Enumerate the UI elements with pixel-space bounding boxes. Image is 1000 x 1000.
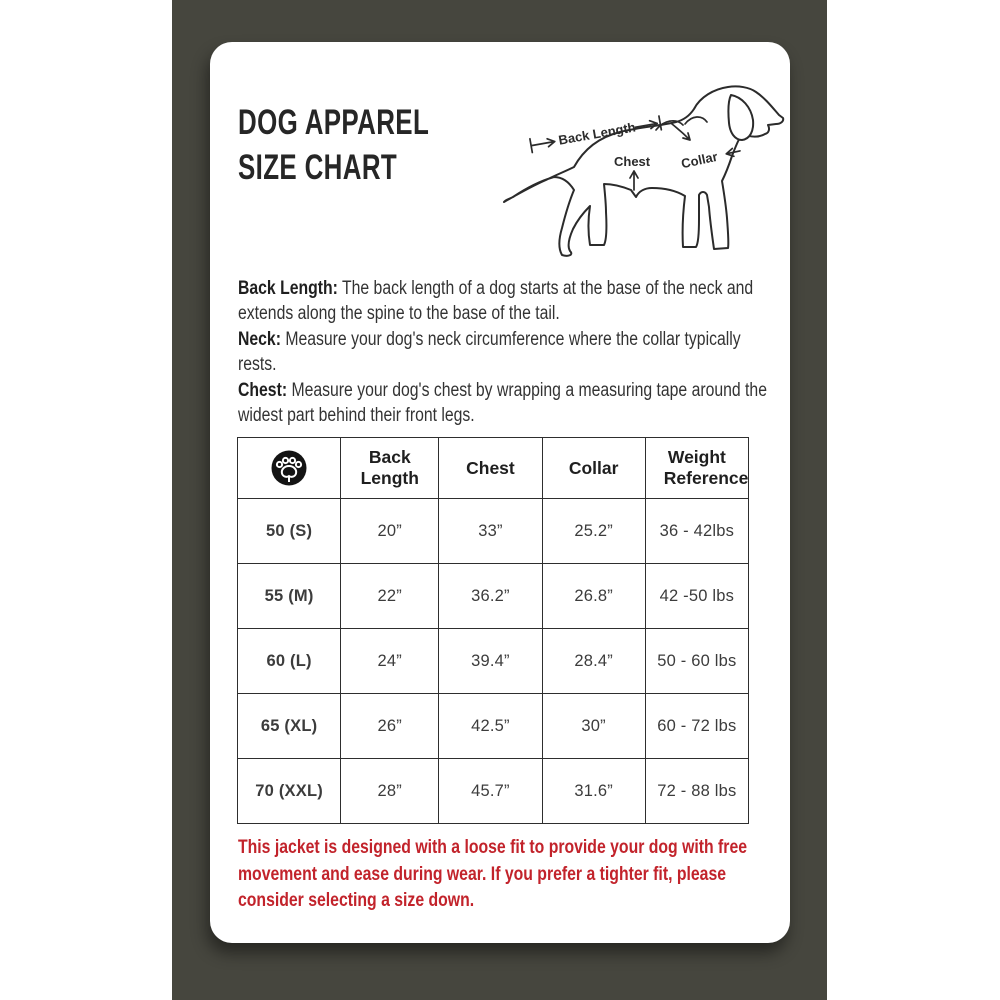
table-row bbox=[238, 629, 749, 694]
measurement-definitions bbox=[238, 276, 769, 428]
back-length-cell: 24” bbox=[341, 629, 439, 694]
dog-measurement-diagram bbox=[488, 78, 788, 276]
column-header-weight-reference: Weight Reference bbox=[645, 438, 748, 499]
size-chart-card bbox=[210, 42, 790, 943]
collar-cell: 30” bbox=[542, 694, 645, 759]
table-row bbox=[238, 694, 749, 759]
table-header-row bbox=[238, 438, 749, 499]
fit-note: This jacket is designed with a loose fit to provide your dog with free movement and ease during wear. If you prefer a tighter fit, please consider selecting a size down. bbox=[238, 836, 748, 912]
back-length-cell: 28” bbox=[341, 759, 439, 824]
size-cell: 70 (XXL) bbox=[238, 759, 341, 824]
table-row bbox=[238, 759, 749, 824]
table-row bbox=[238, 499, 749, 564]
definition-text: Measure your dog's chest by wrapping a measuring tape around the widest part behind their front legs. bbox=[238, 379, 767, 427]
paw-icon bbox=[270, 449, 308, 487]
column-header-back-length: Back Length bbox=[341, 438, 439, 499]
definition-text: Measure your dog's neck circumference where the collar typically rests. bbox=[238, 328, 741, 376]
table-row bbox=[238, 564, 749, 629]
collar-cell: 25.2” bbox=[542, 499, 645, 564]
back-length-cell: 26” bbox=[341, 694, 439, 759]
chest-cell: 42.5” bbox=[439, 694, 542, 759]
page-title-line1: DOG APPAREL bbox=[238, 103, 430, 142]
column-header-chest: Chest bbox=[439, 438, 542, 499]
page-title bbox=[238, 100, 429, 190]
weight-cell: 60 - 72 lbs bbox=[645, 694, 748, 759]
paw-header-cell bbox=[238, 438, 341, 499]
size-table bbox=[237, 437, 749, 824]
back-length-cell: 20” bbox=[341, 499, 439, 564]
weight-cell: 50 - 60 lbs bbox=[645, 629, 748, 694]
chest-cell: 33” bbox=[439, 499, 542, 564]
definition-text: The back length of a dog starts at the base of the neck and extends along the spine to the base of the tail. bbox=[238, 278, 754, 325]
collar-cell: 28.4” bbox=[542, 629, 645, 694]
weight-cell: 42 -50 lbs bbox=[645, 564, 748, 629]
size-cell: 60 (L) bbox=[238, 629, 341, 694]
definition-term: Neck: bbox=[238, 328, 281, 350]
weight-cell: 72 - 88 lbs bbox=[645, 759, 748, 824]
back-length-label: Back Length bbox=[557, 119, 637, 148]
chest-label: Chest bbox=[614, 154, 651, 169]
definition-term: Chest: bbox=[238, 379, 288, 401]
back-length-cell: 22” bbox=[341, 564, 439, 629]
collar-cell: 26.8” bbox=[542, 564, 645, 629]
chest-cell: 39.4” bbox=[439, 629, 542, 694]
collar-label: Collar bbox=[679, 148, 719, 172]
size-table-container bbox=[237, 437, 749, 824]
page-title-line2: SIZE CHART bbox=[238, 148, 398, 187]
chest-cell: 45.7” bbox=[439, 759, 542, 824]
definition-term: Back Length: bbox=[238, 278, 338, 299]
size-cell: 50 (S) bbox=[238, 499, 341, 564]
weight-cell: 36 - 42lbs bbox=[645, 499, 748, 564]
chest-cell: 36.2” bbox=[439, 564, 542, 629]
collar-cell: 31.6” bbox=[542, 759, 645, 824]
column-header-collar: Collar bbox=[542, 438, 645, 499]
size-cell: 55 (M) bbox=[238, 564, 341, 629]
size-cell: 65 (XL) bbox=[238, 694, 341, 759]
